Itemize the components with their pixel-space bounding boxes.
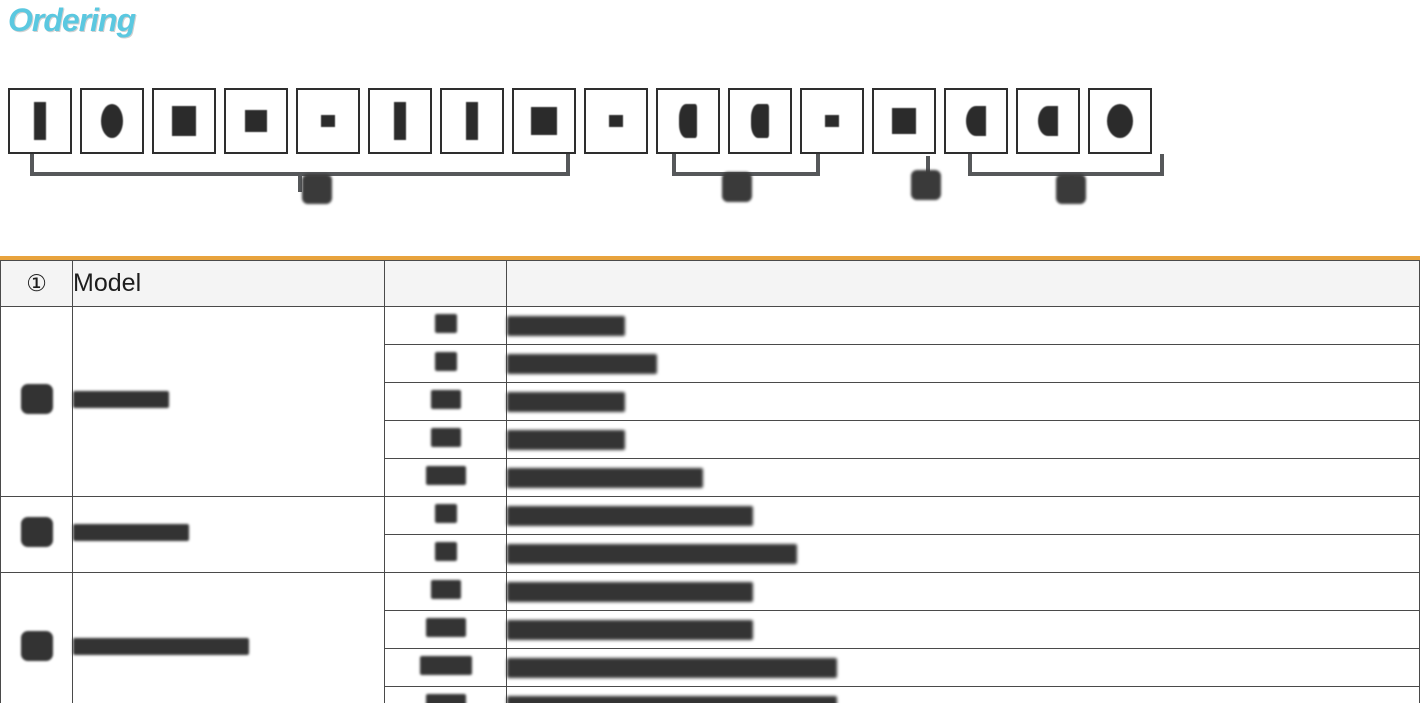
description-cell	[507, 307, 1420, 345]
description-text	[507, 544, 797, 564]
glyph-p-icon	[172, 106, 196, 136]
code-cell	[385, 687, 507, 703]
glyph-dash-icon	[321, 115, 335, 127]
description-text	[507, 658, 837, 678]
code-box-15	[1016, 88, 1080, 154]
glyph-paren-left-icon	[751, 104, 769, 138]
code-cell	[385, 573, 507, 611]
code-cell	[385, 345, 507, 383]
description-text	[507, 354, 657, 374]
code-text	[431, 580, 461, 599]
code-box-5	[296, 88, 360, 154]
code-box-8	[512, 88, 576, 154]
group-marker-icon	[21, 384, 53, 414]
bracket-2-marker	[722, 172, 752, 202]
glyph-square-icon	[245, 110, 267, 132]
code-box-10	[656, 88, 720, 154]
description-cell	[507, 421, 1420, 459]
description-cell	[507, 649, 1420, 687]
glyph-triangle-left-icon	[966, 106, 986, 136]
code-box-1	[8, 88, 72, 154]
description-text	[507, 316, 625, 336]
group-name-3	[73, 573, 385, 703]
description-text	[507, 696, 837, 703]
glyph-slash-icon	[394, 102, 406, 140]
glyph-circle-icon	[101, 104, 123, 138]
description-cell	[507, 687, 1420, 703]
description-text	[507, 506, 753, 526]
table-header-row	[1, 261, 1420, 307]
code-text	[426, 466, 466, 485]
code-cell	[385, 611, 507, 649]
description-text	[507, 430, 625, 450]
code-cell	[385, 535, 507, 573]
group-symbol-1	[1, 307, 73, 497]
code-box-13	[872, 88, 936, 154]
code-box-9	[584, 88, 648, 154]
code-box-4	[224, 88, 288, 154]
description-cell	[507, 573, 1420, 611]
glyph-block-icon	[892, 108, 916, 134]
code-box-6	[368, 88, 432, 154]
description-text	[507, 392, 625, 412]
code-text	[435, 504, 457, 523]
group-name-text	[73, 524, 189, 541]
header-code	[385, 261, 507, 307]
glyph-triangle-left-icon	[1038, 106, 1058, 136]
description-cell	[507, 383, 1420, 421]
table-row	[1, 573, 1420, 611]
code-text	[435, 352, 457, 371]
bracket-4-marker	[1056, 174, 1086, 204]
specification-table	[0, 256, 1420, 703]
header-number: ①	[1, 261, 73, 307]
glyph-dot-icon	[825, 115, 839, 127]
glyph-dot-icon	[609, 115, 623, 127]
glyph-bracket-icon	[466, 102, 478, 140]
group-name-2	[73, 497, 385, 573]
code-box-11	[728, 88, 792, 154]
table-row	[1, 497, 1420, 535]
header-description	[507, 261, 1420, 307]
code-cell	[385, 307, 507, 345]
code-box-3	[152, 88, 216, 154]
glyph-paren-left-icon	[679, 104, 697, 138]
table-row	[1, 307, 1420, 345]
code-cell	[385, 383, 507, 421]
code-text	[431, 390, 461, 409]
code-text	[431, 428, 461, 447]
glyph-circle-icon	[1107, 104, 1133, 138]
group-name-text	[73, 638, 249, 655]
code-box-12	[800, 88, 864, 154]
table-body	[1, 307, 1420, 703]
description-cell	[507, 611, 1420, 649]
code-text	[435, 314, 457, 333]
code-cell	[385, 497, 507, 535]
description-text	[507, 468, 703, 488]
bracket-3-marker	[911, 170, 941, 200]
description-cell	[507, 345, 1420, 383]
bracket-4	[968, 154, 1164, 176]
code-cell	[385, 421, 507, 459]
description-cell	[507, 497, 1420, 535]
code-cell	[385, 649, 507, 687]
code-text	[426, 618, 466, 637]
code-box-2	[80, 88, 144, 154]
code-text	[420, 656, 472, 675]
group-marker-icon	[21, 631, 53, 661]
code-box-14	[944, 88, 1008, 154]
group-name-1	[73, 307, 385, 497]
glyph-two-icon	[531, 107, 557, 135]
code-box-16	[1088, 88, 1152, 154]
glyph-bracket-icon	[34, 102, 46, 140]
description-cell	[507, 535, 1420, 573]
group-marker-icon	[21, 517, 53, 547]
header-model: Model	[73, 261, 385, 307]
model-code-boxes	[8, 88, 1152, 154]
page-title: Ordering	[8, 2, 136, 38]
description-text	[507, 620, 753, 640]
group-symbol-3	[1, 573, 73, 703]
code-box-7	[440, 88, 504, 154]
description-cell	[507, 459, 1420, 497]
bracket-1	[30, 154, 570, 176]
description-text	[507, 582, 753, 602]
bracket-1-marker	[302, 174, 332, 204]
group-name-text	[73, 391, 169, 408]
code-cell	[385, 459, 507, 497]
code-text	[426, 694, 466, 703]
group-symbol-2	[1, 497, 73, 573]
code-text	[435, 542, 457, 561]
